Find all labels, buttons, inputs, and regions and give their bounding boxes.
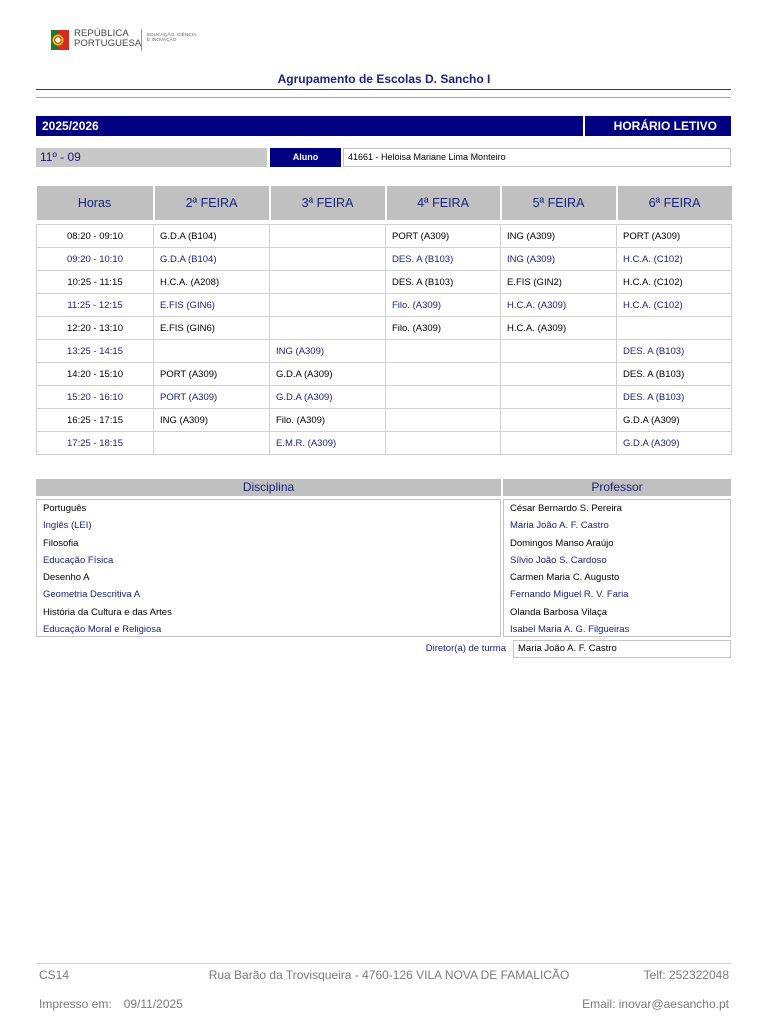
professor-item: Isabel Maria A. G. Filgueiras xyxy=(510,624,630,636)
disciplina-list xyxy=(36,499,501,637)
class-cell: G.D.A (A309) xyxy=(270,386,386,409)
class-cell xyxy=(270,248,386,271)
class-cell xyxy=(270,225,386,248)
schedule-row xyxy=(37,225,732,248)
class-cell xyxy=(386,340,501,363)
schedule-header-row xyxy=(37,186,732,220)
class-cell xyxy=(386,409,501,432)
professor-item: Sílvio João S. Cardoso xyxy=(510,554,607,566)
professor-item: Domingos Manso Araújo xyxy=(510,537,614,549)
class-cell xyxy=(501,340,617,363)
time-slot-cell: 15:20 - 16:10 xyxy=(37,386,154,409)
time-slot-cell: 16:25 - 17:15 xyxy=(37,409,154,432)
class-cell: E.FIS (GIN6) xyxy=(154,317,270,340)
time-slot-cell: 11:25 - 12:15 xyxy=(37,294,154,317)
schedule-row xyxy=(37,248,732,271)
ministry-line1: EDUCAÇÃO, CIÊNCIA xyxy=(147,33,197,38)
logo-separator xyxy=(141,29,142,51)
horario-title: HORÁRIO LETIVO xyxy=(585,116,731,136)
header-segunda: 2ª FEIRA xyxy=(154,186,270,220)
footer-address: Rua Barão da Trovisqueira - 4760-126 VILA NOVA DE FAMALICÃO xyxy=(208,968,570,982)
disciplina-item: Geometria Descritiva A xyxy=(43,589,141,601)
aluno-value: 41661 - Heloisa Mariane Lima Monteiro xyxy=(343,148,731,167)
professor-item: Fernando Miguel R. V. Faria xyxy=(510,589,629,601)
class-cell: DES. A (B103) xyxy=(617,363,732,386)
schedule-row xyxy=(37,294,732,317)
class-cell: PORT (A309) xyxy=(154,363,270,386)
ministry-text xyxy=(147,33,196,44)
class-cell xyxy=(386,363,501,386)
class-cell xyxy=(617,317,732,340)
class-cell xyxy=(270,294,386,317)
class-cell: E.FIS (GIN6) xyxy=(154,294,270,317)
class-cell: G.D.A (B104) xyxy=(154,248,270,271)
diretor-turma-value: Maria João A. F. Castro xyxy=(513,640,731,658)
aluno-label: Aluno xyxy=(270,148,341,167)
schedule-row xyxy=(37,432,732,455)
class-cell xyxy=(386,386,501,409)
class-cell xyxy=(501,409,617,432)
time-slot-cell: 10:25 - 11:15 xyxy=(37,271,154,294)
class-cell xyxy=(386,432,501,455)
class-cell: G.D.A (A309) xyxy=(617,432,732,455)
class-cell: H.C.A. (C102) xyxy=(617,248,732,271)
ministry-line2: E INOVAÇÃO xyxy=(147,38,177,44)
school-title: Agrupamento de Escolas D. Sancho I xyxy=(277,72,491,86)
class-cell: G.D.A (B104) xyxy=(154,225,270,248)
disciplina-item: Inglês (LEI) xyxy=(43,520,92,532)
schedule-row xyxy=(37,409,732,432)
diretor-turma-label: Diretor(a) de turma xyxy=(425,643,506,654)
class-cell: H.C.A. (A309) xyxy=(501,317,617,340)
disciplina-item: Português xyxy=(43,503,87,514)
time-slot-cell: 08:20 - 09:10 xyxy=(37,225,154,248)
professor-header: Professor xyxy=(503,479,731,496)
disciplina-item: Educação Moral e Religiosa xyxy=(43,624,162,636)
schedule-row xyxy=(37,340,732,363)
title-divider-top xyxy=(36,89,731,90)
class-cell: ING (A309) xyxy=(501,225,617,248)
header-terca: 3ª FEIRA xyxy=(270,186,386,220)
printed-date: 09/11/2025 xyxy=(123,997,183,1011)
portugal-emblem-icon xyxy=(50,28,70,52)
disciplina-item: Desenho A xyxy=(43,572,90,584)
footer-code: CS14 xyxy=(39,968,70,982)
disciplina-item: Educação Física xyxy=(43,554,114,566)
footer-printed xyxy=(39,997,183,1011)
schedule-row xyxy=(37,386,732,409)
header-quarta: 4ª FEIRA xyxy=(386,186,501,220)
class-cell: H.C.A. (C102) xyxy=(617,294,732,317)
class-cell: DES. A (B103) xyxy=(386,248,501,271)
class-cell: H.C.A. (C102) xyxy=(617,271,732,294)
class-cell: ING (A309) xyxy=(270,340,386,363)
header-sexta: 6ª FEIRA xyxy=(617,186,732,220)
schedule-row xyxy=(37,317,732,340)
logo-text xyxy=(74,29,141,49)
class-cell xyxy=(270,317,386,340)
class-cell: PORT (A309) xyxy=(617,225,732,248)
class-cell xyxy=(270,271,386,294)
printed-label: Impresso em: xyxy=(39,997,112,1011)
time-slot-cell: 12:20 - 13:10 xyxy=(37,317,154,340)
class-cell: H.C.A. (A208) xyxy=(154,271,270,294)
professor-item: Carmen Maria C. Augusto xyxy=(510,572,620,584)
class-cell: PORT (A309) xyxy=(386,225,501,248)
schedule-row xyxy=(37,363,732,386)
time-slot-cell: 17:25 - 18:15 xyxy=(37,432,154,455)
class-cell: E.M.R. (A309) xyxy=(270,432,386,455)
disciplina-item: Filosofia xyxy=(43,537,79,549)
schedule-body xyxy=(37,220,732,455)
schedule-row xyxy=(37,271,732,294)
class-cell xyxy=(154,340,270,363)
class-cell: Filo. (A309) xyxy=(386,294,501,317)
class-cell xyxy=(501,432,617,455)
class-cell: DES. A (B103) xyxy=(617,340,732,363)
class-cell: ING (A309) xyxy=(501,248,617,271)
logo-line2: PORTUGUESA xyxy=(74,38,142,49)
republica-portuguesa-logo xyxy=(50,28,200,54)
footer-email: Email: inovar@aesancho.pt xyxy=(582,997,729,1011)
class-cell: ING (A309) xyxy=(154,409,270,432)
class-cell xyxy=(154,432,270,455)
professor-item: Olanda Barbosa Vilaça xyxy=(510,606,607,618)
schedule-table xyxy=(36,186,732,455)
class-cell: PORT (A309) xyxy=(154,386,270,409)
class-cell: G.D.A (A309) xyxy=(617,409,732,432)
footer-phone: Telf: 252322048 xyxy=(643,968,729,982)
class-cell: DES. A (B103) xyxy=(617,386,732,409)
school-year: 2025/2026 xyxy=(36,116,583,136)
turma-label: 11º - 09 xyxy=(36,148,267,167)
class-cell: Filo. (A309) xyxy=(386,317,501,340)
class-cell: Filo. (A309) xyxy=(270,409,386,432)
header-horas: Horas xyxy=(37,186,154,220)
disciplina-item: História da Cultura e das Artes xyxy=(43,606,172,618)
class-cell xyxy=(501,363,617,386)
header-quinta: 5ª FEIRA xyxy=(501,186,617,220)
disciplina-header: Disciplina xyxy=(36,479,501,496)
class-cell: E.FIS (GIN2) xyxy=(501,271,617,294)
time-slot-cell: 13:25 - 14:15 xyxy=(37,340,154,363)
title-divider-bottom xyxy=(36,97,731,98)
class-cell xyxy=(501,386,617,409)
time-slot-cell: 14:20 - 15:10 xyxy=(37,363,154,386)
class-cell: DES. A (B103) xyxy=(386,271,501,294)
class-cell: G.D.A (A309) xyxy=(270,363,386,386)
class-cell: H.C.A. (A309) xyxy=(501,294,617,317)
professor-item: Maria João A. F. Castro xyxy=(510,520,609,532)
logo-line1: REPÚBLICA xyxy=(74,28,129,39)
professor-item: César Bernardo S. Pereira xyxy=(510,503,622,514)
time-slot-cell: 09:20 - 10:10 xyxy=(37,248,154,271)
professor-list xyxy=(503,499,731,637)
footer-divider xyxy=(36,963,731,964)
